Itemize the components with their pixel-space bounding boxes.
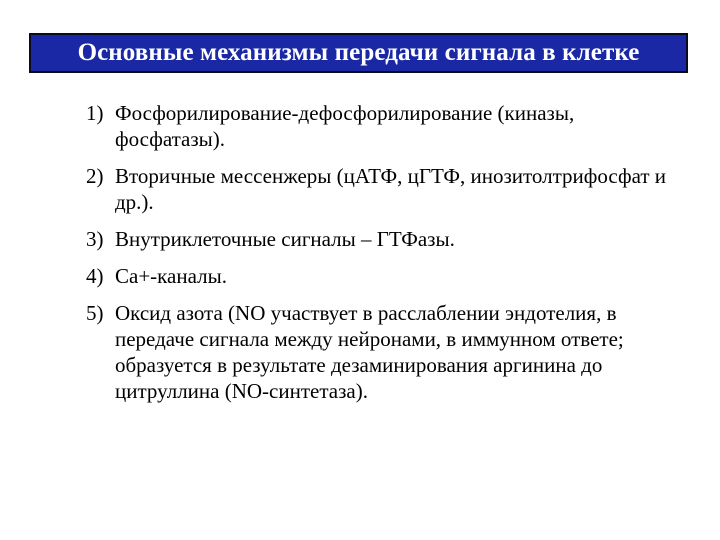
- list-item: [86, 100, 686, 152]
- list-item: [86, 163, 686, 215]
- item-text: Внутриклеточные сигналы – ГТФазы.: [115, 227, 455, 251]
- item-number: 1): [86, 101, 104, 125]
- list-item: [86, 300, 686, 404]
- item-text: Вторичные мессенжеры (цАТФ, цГТФ, инозитолтрифосфат и др.).: [115, 164, 667, 214]
- item-text: Фосфорилирование-дефосфорилирование (киназы, фосфатазы).: [115, 101, 575, 151]
- list-item: [86, 226, 686, 252]
- mechanism-list: [86, 100, 686, 415]
- slide-title: Основные механизмы передачи сигнала в клетке: [77, 39, 640, 66]
- item-text: Са+-каналы.: [115, 264, 227, 288]
- item-number: 3): [86, 227, 104, 251]
- item-number: 2): [86, 164, 104, 188]
- title-banner: [29, 33, 688, 73]
- list-item: [86, 263, 686, 289]
- item-text: Оксид азота (NO участвует в расслаблении эндотелия, в передаче сигнала между нейронами, в иммунном ответе; образуется в результате дезаминирования аргинина до цитруллина (NO-синтетаза).: [115, 301, 624, 403]
- item-number: 4): [86, 264, 104, 288]
- item-number: 5): [86, 301, 104, 325]
